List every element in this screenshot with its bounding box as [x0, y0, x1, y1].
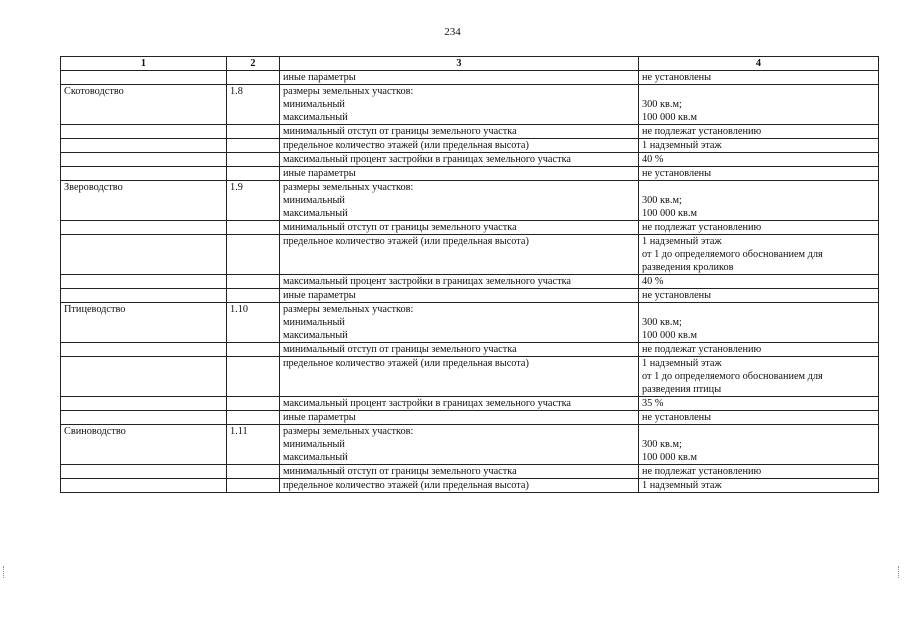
activity-name: Свиноводство	[61, 425, 227, 465]
code-cell	[227, 71, 280, 85]
param-label: предельное количество этажей (или предельная высота)	[280, 235, 639, 275]
table-row	[61, 139, 879, 153]
param-value: 1 надземный этаж	[639, 139, 879, 153]
table-row	[61, 303, 879, 343]
min-label: минимальный	[283, 439, 345, 450]
param-value	[639, 85, 879, 125]
param-value: не подлежат установлению	[639, 125, 879, 139]
min-label: минимальный	[283, 195, 345, 206]
param-label: иные параметры	[280, 289, 639, 303]
param-label	[280, 85, 639, 125]
param-label: иные параметры	[280, 411, 639, 425]
table-row	[61, 153, 879, 167]
param-label: минимальный отступ от границы земельного участка	[280, 465, 639, 479]
param-label: максимальный процент застройки в границах земельного участка	[280, 275, 639, 289]
max-value: 100 000 кв.м	[642, 452, 697, 463]
param-label: предельное количество этажей (или предельная высота)	[280, 139, 639, 153]
param-label: предельное количество этажей (или предельная высота)	[280, 479, 639, 493]
param-label	[280, 425, 639, 465]
activity-code: 1.11	[227, 425, 280, 465]
max-label: максимальный	[283, 112, 348, 123]
param-label: иные параметры	[280, 71, 639, 85]
param-value: не установлены	[639, 71, 879, 85]
param-value	[639, 425, 879, 465]
param-value: 35 %	[639, 397, 879, 411]
min-value: 300 кв.м;	[642, 99, 682, 110]
size-label: размеры земельных участков:	[283, 182, 414, 193]
activity-code: 1.8	[227, 85, 280, 125]
param-value: не установлены	[639, 167, 879, 181]
header-col-1: 1	[61, 57, 227, 71]
max-value: 100 000 кв.м	[642, 112, 697, 123]
max-value: 100 000 кв.м	[642, 330, 697, 341]
table-row	[61, 357, 879, 397]
param-label: минимальный отступ от границы земельного участка	[280, 221, 639, 235]
scan-edge-mark	[3, 566, 6, 578]
table-row	[61, 411, 879, 425]
header-col-2: 2	[227, 57, 280, 71]
table-row	[61, 125, 879, 139]
param-label	[280, 303, 639, 343]
table-row	[61, 167, 879, 181]
table-row	[61, 235, 879, 275]
param-value: 1 надземный этаж от 1 до определяемого обоснованием для разведения птицы	[639, 357, 879, 397]
table-row	[61, 289, 879, 303]
min-label: минимальный	[283, 99, 345, 110]
param-label: минимальный отступ от границы земельного участка	[280, 343, 639, 357]
min-value: 300 кв.м;	[642, 317, 682, 328]
max-label: максимальный	[283, 452, 348, 463]
activity-name: Скотоводство	[61, 85, 227, 125]
page-number: 234	[444, 26, 461, 38]
param-value: не подлежат установлению	[639, 465, 879, 479]
param-value: не подлежат установлению	[639, 221, 879, 235]
param-value: 1 надземный этаж	[639, 479, 879, 493]
param-value: не установлены	[639, 289, 879, 303]
max-label: максимальный	[283, 208, 348, 219]
param-value	[639, 181, 879, 221]
param-value: не установлены	[639, 411, 879, 425]
min-label: минимальный	[283, 317, 345, 328]
size-label: размеры земельных участков:	[283, 304, 414, 315]
max-label: максимальный	[283, 330, 348, 341]
activity-name: Звероводство	[61, 181, 227, 221]
param-label: иные параметры	[280, 167, 639, 181]
param-label: максимальный процент застройки в границах земельного участка	[280, 153, 639, 167]
max-value: 100 000 кв.м	[642, 208, 697, 219]
header-row	[61, 57, 879, 71]
min-value: 300 кв.м;	[642, 439, 682, 450]
activity-code: 1.10	[227, 303, 280, 343]
param-label: минимальный отступ от границы земельного участка	[280, 125, 639, 139]
param-label: предельное количество этажей (или предельная высота)	[280, 357, 639, 397]
header-col-3: 3	[280, 57, 639, 71]
param-label	[280, 181, 639, 221]
group-cell	[61, 71, 227, 85]
table-row	[61, 465, 879, 479]
param-label: максимальный процент застройки в границах земельного участка	[280, 397, 639, 411]
table-row	[61, 71, 879, 85]
table-row	[61, 181, 879, 221]
table-row	[61, 221, 879, 235]
size-label: размеры земельных участков:	[283, 86, 414, 97]
table-row	[61, 85, 879, 125]
param-value: 40 %	[639, 275, 879, 289]
table-row	[61, 479, 879, 493]
land-use-parameters-table	[60, 56, 879, 493]
param-value: 1 надземный этаж от 1 до определяемого обоснованием для разведения кроликов	[639, 235, 879, 275]
table-row	[61, 275, 879, 289]
min-value: 300 кв.м;	[642, 195, 682, 206]
table-row	[61, 343, 879, 357]
scan-edge-mark	[898, 566, 901, 578]
param-value	[639, 303, 879, 343]
table-row	[61, 425, 879, 465]
param-value: 40 %	[639, 153, 879, 167]
param-value: не подлежат установлению	[639, 343, 879, 357]
activity-name: Птицеводство	[61, 303, 227, 343]
activity-code: 1.9	[227, 181, 280, 221]
header-col-4: 4	[639, 57, 879, 71]
table-row	[61, 397, 879, 411]
size-label: размеры земельных участков:	[283, 426, 414, 437]
